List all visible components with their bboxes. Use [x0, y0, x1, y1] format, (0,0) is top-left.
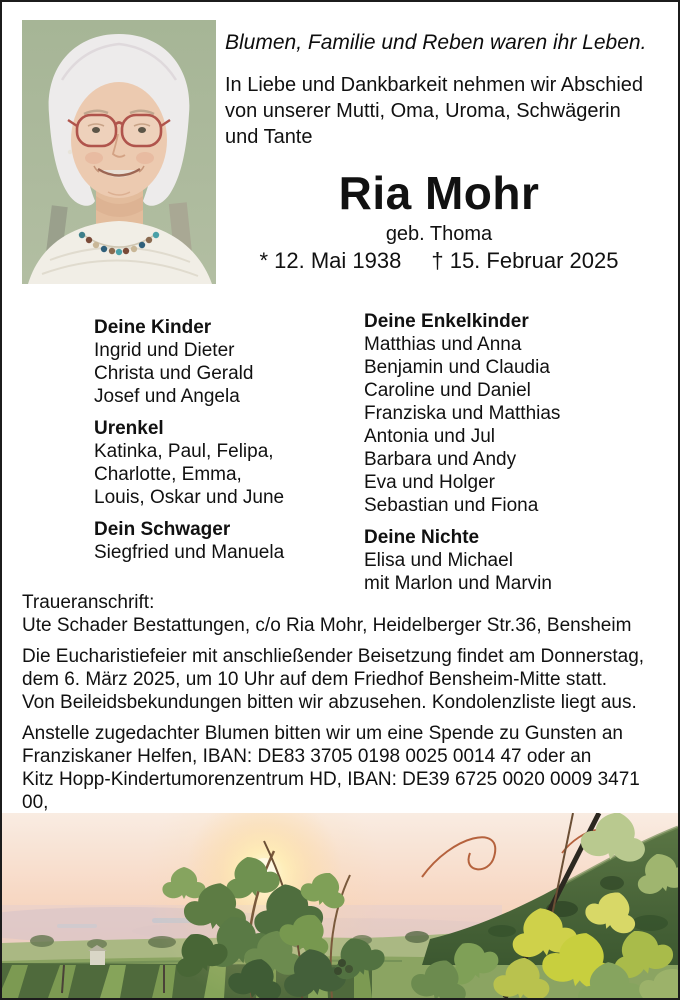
family-line: Josef und Angela	[94, 386, 240, 407]
intro-paragraph	[225, 72, 670, 150]
family-group-title: Deine Enkelkinder	[364, 311, 529, 332]
portrait-illustration	[22, 20, 216, 284]
family-group-title: Urenkel	[94, 418, 164, 439]
family-line: Barbara und Andy	[364, 449, 517, 470]
ceremony-line: Von Beileidsbekundungen bitten wir abzusehen. Kondolenzliste liegt aus.	[22, 692, 637, 713]
vineyard-illustration	[2, 813, 678, 998]
family-line: Franziska und Matthias	[364, 403, 561, 424]
family-line: mit Marlon und Marvin	[364, 573, 552, 594]
family-line: Katinka, Paul, Felipa,	[94, 441, 274, 462]
family-column-left	[94, 316, 356, 573]
family-line: Christa und Gerald	[94, 363, 254, 384]
name-block	[215, 168, 663, 274]
family-line: Benjamin und Claudia	[364, 357, 550, 378]
maiden-name: geb. Thoma	[385, 223, 493, 245]
vineyard-sunset-photo	[2, 813, 678, 998]
ceremony-paragraph	[22, 645, 668, 714]
ceremony-line: dem 6. März 2025, um 10 Uhr auf dem Friedhof Bensheim-Mitte statt.	[22, 669, 608, 690]
death-date: † 15. Februar 2025	[431, 248, 619, 273]
family-group-nichte	[364, 526, 664, 595]
donation-line: Kitz Hopp-Kindertumorenzentrum HD, IBAN: DE39 6725 0020 0009 3471 00,	[22, 769, 640, 813]
family-group-enkelkinder	[364, 310, 664, 517]
mourning-address-label: Traueranschrift:	[22, 592, 155, 613]
family-line: Elisa und Michael	[364, 550, 513, 571]
family-line: Siegfried und Manuela	[94, 542, 285, 563]
deceased-name: Ria Mohr	[338, 167, 540, 219]
family-line: Louis, Oskar und June	[94, 487, 285, 508]
intro-line: In Liebe und Dankbarkeit nehmen wir Abschied	[225, 74, 644, 96]
family-group-title: Dein Schwager	[94, 519, 231, 540]
family-group-title: Deine Kinder	[94, 317, 212, 338]
family-line: Sebastian und Fiona	[364, 495, 539, 516]
ceremony-line: Die Eucharistiefeier mit anschließender Beisetzung findet am Donnerstag,	[22, 646, 645, 667]
portrait-photo	[22, 20, 216, 284]
donation-line: Anstelle zugedachter Blumen bitten wir um eine Spende zu Gunsten an	[22, 723, 623, 744]
family-line: Ingrid und Dieter	[94, 340, 235, 361]
intro-line: von unserer Mutti, Oma, Uroma, Schwägerin	[225, 100, 621, 122]
life-dates	[215, 248, 663, 274]
family-line: Eva und Holger	[364, 472, 495, 493]
family-group-urenkel	[94, 417, 356, 509]
family-line: Antonia und Jul	[364, 426, 495, 447]
family-line: Matthias und Anna	[364, 334, 522, 355]
mourning-address	[22, 591, 668, 637]
intro-line: und Tante	[225, 126, 313, 148]
family-column-right	[364, 310, 664, 604]
epigraph-line: Blumen, Familie und Reben waren ihr Leben.	[225, 31, 647, 54]
donation-line: Franziskaner Helfen, IBAN: DE83 3705 0198 0025 0014 47 oder an	[22, 746, 592, 767]
family-group-title: Deine Nichte	[364, 527, 480, 548]
family-group-kinder	[94, 316, 356, 408]
details-section	[22, 591, 668, 845]
mourning-address-line: Ute Schader Bestattungen, c/o Ria Mohr, Heidelberger Str.36, Bensheim	[22, 615, 632, 636]
family-line: Charlotte, Emma,	[94, 464, 242, 485]
birth-date: * 12. Mai 1938	[259, 248, 402, 273]
family-group-schwager	[94, 518, 356, 564]
family-line: Caroline und Daniel	[364, 380, 531, 401]
